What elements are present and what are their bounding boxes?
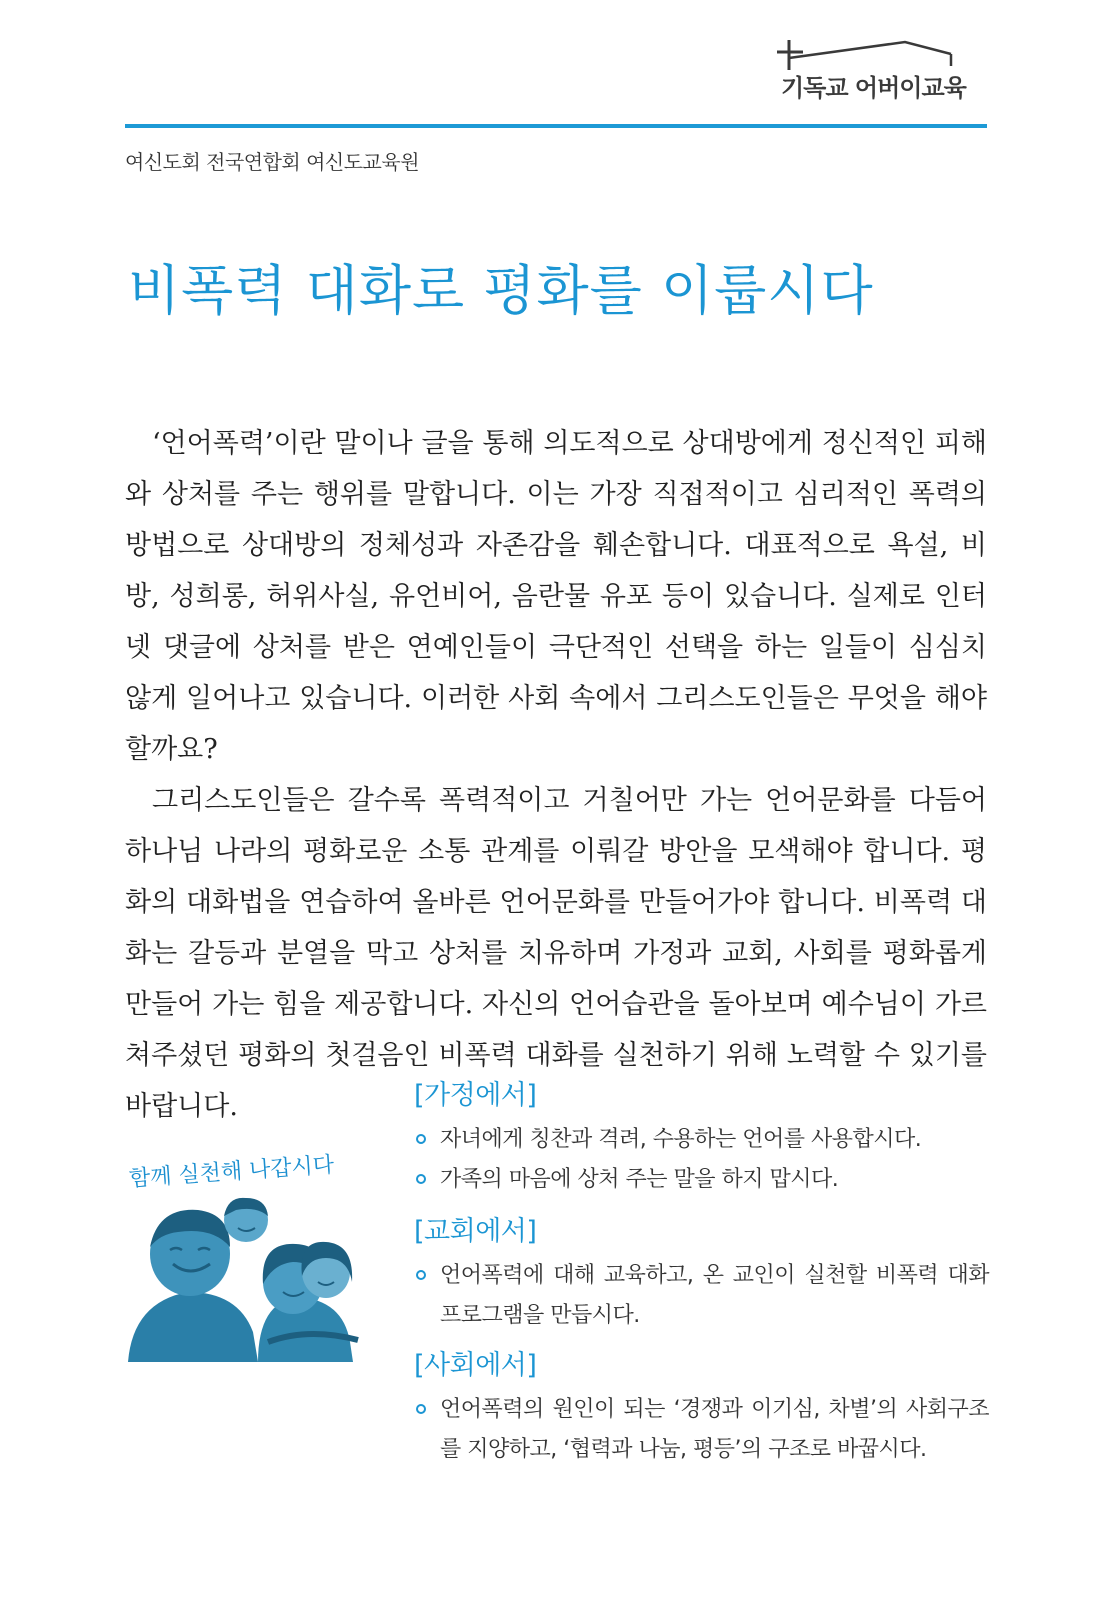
section-home bbox=[414, 1073, 989, 1200]
header-rule bbox=[125, 124, 987, 128]
list-item-text: 언어폭력의 원인이 되는 ‘경쟁과 이기심, 차별’의 사회구조를 지양하고, ‘협력과 나눔, 평등’의 구조로 바꿉시다. bbox=[440, 1397, 989, 1462]
publication-logo bbox=[775, 36, 985, 102]
section-society bbox=[414, 1343, 989, 1470]
section-heading: [교회에서] bbox=[414, 1216, 537, 1247]
family-drawing bbox=[118, 1192, 373, 1362]
body-paragraph: 그리스도인들은 갈수록 폭력적이고 거칠어만 가는 언어문화를 다듬어 하나님 나라의 평화로운 소통 관계를 이뤄갈 방안을 모색해야 합니다. 평화의 대화법을 연습하여 올바른 언어문화를 만들어가야 합니다. 비폭력 대화는 갈등과 분열을 막고 상처를 치유하며 가정과 교회, 사회를 평화롭게 만들어 가는 힘을 제공합니다. 자신의 언어습관을 돌아보며 예수님이 가르쳐주셨던 평화의 첫걸음인 비폭력 대화를 실천하기 위해 노력할 수 있기를 바랍니다. bbox=[125, 785, 987, 1122]
family-illustration bbox=[118, 1150, 373, 1360]
circle-bullet-icon bbox=[416, 1134, 426, 1144]
organization-name: 여신도회 전국연합회 여신도교육원 bbox=[125, 150, 420, 174]
section-heading: [가정에서] bbox=[414, 1080, 537, 1111]
page-title: 비폭력 대화로 평화를 이룹시다 bbox=[128, 259, 874, 322]
list-item-text: 자녀에게 칭찬과 격려, 수용하는 언어를 사용합시다. bbox=[440, 1127, 922, 1152]
section-heading: [사회에서] bbox=[414, 1350, 537, 1381]
list-item bbox=[414, 1256, 989, 1336]
circle-bullet-icon bbox=[416, 1404, 426, 1414]
body-text bbox=[125, 418, 987, 1132]
circle-bullet-icon bbox=[416, 1270, 426, 1280]
list-item-text: 언어폭력에 대해 교육하고, 온 교인이 실천할 비폭력 대화 프로그램을 만듭시다. bbox=[440, 1263, 989, 1328]
circle-bullet-icon bbox=[416, 1174, 426, 1184]
body-paragraph: ‘언어폭력’이란 말이나 글을 통해 의도적으로 상대방에게 정신적인 피해와 상처를 주는 행위를 말합니다. 이는 가장 직접적이고 심리적인 폭력의 방법으로 상대방의 정체성과 자존감을 훼손합니다. 대표적으로 욕설, 비방, 성희롱, 허위사실, 유언비어, 음란물 유포 등이 있습니다. 실제로 인터넷 댓글에 상처를 받은 연예인들이 극단적인 선택을 하는 일들이 심심치 않게 일어나고 있습니다. 이러한 사회 속에서 그리스도인들은 무엇을 해야 할까요? bbox=[125, 428, 987, 765]
list-item bbox=[414, 1390, 989, 1470]
logo-text: 기독교 어버이교육 bbox=[781, 74, 966, 102]
list-item bbox=[414, 1160, 989, 1200]
list-item-text: 가족의 마음에 상처 주는 말을 하지 맙시다. bbox=[440, 1167, 839, 1192]
section-church bbox=[414, 1209, 989, 1336]
illustration-caption: 함께 실천해 나갑시다 bbox=[128, 1152, 335, 1192]
list-item bbox=[414, 1120, 989, 1160]
